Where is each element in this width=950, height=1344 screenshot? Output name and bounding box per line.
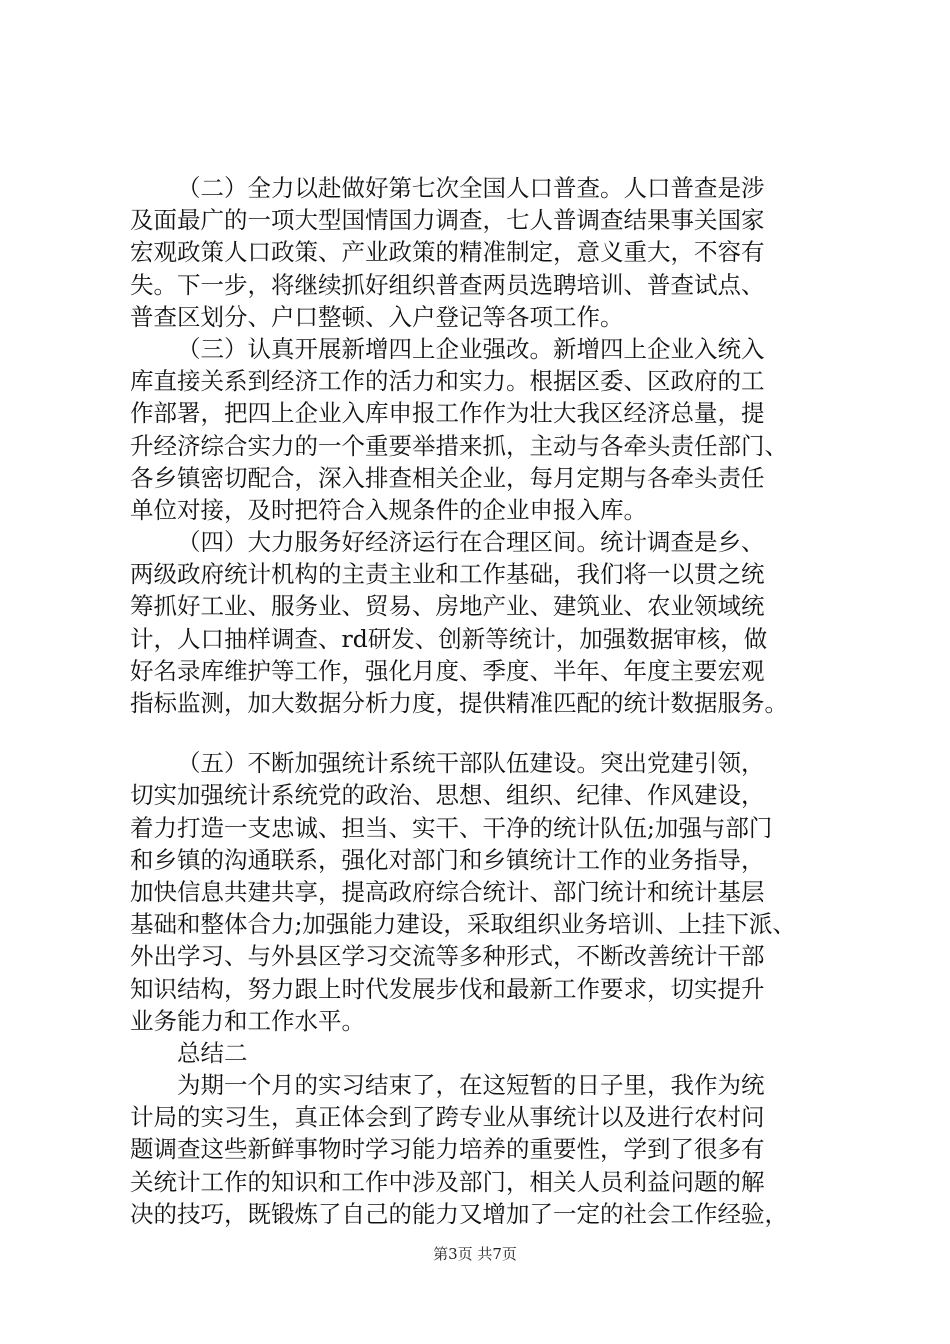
- text-line: 和乡镇的沟通联系，强化对部门和乡镇统计工作的业务指导，: [130, 845, 765, 874]
- text-line: 题调查这些新鲜事物时学习能力培养的重要性，学到了很多有: [130, 1135, 765, 1164]
- text-line: （三）认真开展新增四上企业强改。新增四上企业入统入: [177, 334, 765, 363]
- text-line: 指标监测，加大数据分析力度，提供精准匹配的统计数据服务。: [130, 689, 788, 717]
- text-line: 两级政府统计机构的主责主业和工作基础，我们将一以贯之统: [130, 560, 765, 589]
- text-line: 加快信息共建共享，提高政府综合统计、部门统计和统计基层: [130, 877, 765, 906]
- text-line: 单位对接，及时把符合入规条件的企业申报入库。: [130, 495, 647, 524]
- paragraph-enterprises: [130, 333, 842, 526]
- text-line: 筹抓好工业、服务业、贸易、房地产业、建筑业、农业领域统: [130, 592, 765, 621]
- text-line: 好名录库维护等工作，强化月度、季度、半年、年度主要宏观: [130, 656, 765, 685]
- section-heading: [130, 1037, 842, 1069]
- text-line: 计，人口抽样调查、rd研发、创新等统计，加强数据审核，做: [130, 624, 768, 653]
- document-body: [130, 172, 842, 1230]
- text-line: 作部署，把四上企业入库申报工作作为壮大我区经济总量，提: [130, 399, 765, 428]
- text-line: 计局的实习生，真正体会到了跨专业从事统计以及进行农村问: [130, 1103, 765, 1132]
- text-line: （四）大力服务好经济运行在合理区间。统计调查是乡、: [177, 528, 765, 557]
- text-line: （五）不断加强统计系统干部队伍建设。突出党建引领，: [177, 749, 765, 778]
- text-line: 宏观政策人口政策、产业政策的精准制定，意义重大，不容有: [130, 238, 765, 267]
- paragraph-staff: [130, 747, 842, 1037]
- text-line: 外出学习、与外县区学习交流等多种形式，不断改善统计干部: [130, 942, 765, 971]
- text-line: 着力打造一支忠诚、担当、实干、干净的统计队伍;加强与部门: [130, 813, 773, 842]
- paragraph-census: [130, 172, 842, 333]
- paragraph-internship: [130, 1069, 842, 1230]
- text-line: 库直接关系到经济工作的活力和实力。根据区委、区政府的工: [130, 367, 765, 396]
- text-line: （二）全力以赴做好第七次全国人口普查。人口普查是涉: [177, 174, 765, 202]
- text-line: 升经济综合实力的一个重要举措来抓，主动与各牵头责任部门、: [130, 431, 788, 460]
- text-line: 各乡镇密切配合，深入排查相关企业，每月定期与各牵头责任: [130, 463, 765, 492]
- text-line: 业务能力和工作水平。: [130, 1006, 365, 1035]
- page-number-footer: 第3页 共7页: [433, 1245, 517, 1263]
- text-line: 基础和整体合力;加强能力建设，采取组织业务培训、上挂下派、: [130, 910, 796, 939]
- section-heading-text: 总结二: [177, 1038, 248, 1067]
- text-line: 失。下一步，将继续抓好组织普查两员选聘培训、普查试点、: [130, 270, 765, 299]
- text-line: 切实加强统计系统党的政治、思想、组织、纪律、作风建设，: [130, 781, 765, 810]
- paragraph-economy: [130, 526, 842, 719]
- text-line: 决的技巧，既锻炼了自己的能力又增加了一定的社会工作经验，: [130, 1199, 788, 1228]
- text-line: 关统计工作的知识和工作中涉及部门，相关人员利益问题的解: [130, 1167, 765, 1196]
- text-line: 普查区划分、户口整顿、入户登记等各项工作。: [130, 302, 624, 331]
- text-line: 知识结构，努力跟上时代发展步伐和最新工作要求，切实提升: [130, 974, 765, 1003]
- text-line: 及面最广的一项大型国情国力调查，七人普调查结果事关国家: [130, 206, 765, 235]
- text-line: 为期一个月的实习结束了，在这短暂的日子里，我作为统: [177, 1071, 765, 1100]
